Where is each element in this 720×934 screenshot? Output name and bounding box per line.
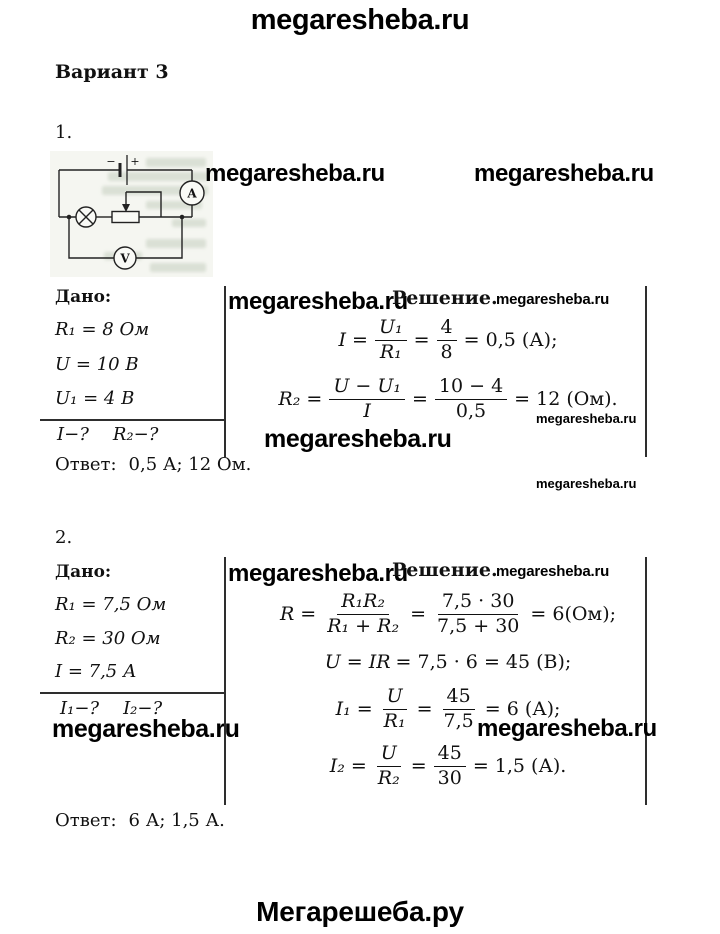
formula-part: = 6 (А); [484, 697, 561, 720]
solution-label: Решение. [392, 287, 498, 309]
numerator: 10 − 4 [435, 376, 507, 400]
formula-part: I = [338, 328, 368, 351]
solution-formula [248, 742, 648, 790]
problem2-number: 2. [55, 527, 73, 548]
fraction [374, 743, 404, 790]
formula-part: U = IR [324, 650, 391, 673]
numerator: 45 [443, 686, 475, 710]
formula-part: R₂ = [278, 387, 323, 410]
denominator: I [363, 399, 371, 422]
junction-dot [67, 215, 72, 220]
footer-watermark: Мегарешеба.ру [256, 896, 464, 927]
watermark: megaresheba.ru [52, 715, 240, 743]
denominator: 30 [437, 766, 462, 789]
answer-label: Ответ: [55, 810, 117, 831]
given-line: U = 10 В [55, 354, 139, 375]
given-separator-line [40, 419, 225, 421]
watermark: megaresheba.ru [536, 411, 637, 426]
answer-value: 6 А; 1,5 А. [128, 810, 225, 831]
fraction [440, 686, 478, 733]
formula-part: I₂ = [329, 754, 367, 777]
numerator: R₁R₂ [337, 591, 389, 615]
numerator: 45 [434, 743, 466, 767]
denominator: R₁ [379, 340, 402, 363]
watermark: megaresheba.ru [496, 563, 610, 580]
circuit-figure [50, 151, 213, 277]
solution-formula [248, 315, 648, 365]
circuit-diagram [54, 153, 209, 275]
given-label: Дано: [55, 562, 112, 582]
denominator: 7,5 + 30 [436, 614, 520, 637]
voltmeter-label: V [120, 251, 130, 266]
problem1-number: 1. [55, 122, 73, 143]
watermark: megaresheba.ru [228, 560, 408, 587]
watermark: megaresheba.ru [205, 160, 385, 187]
fraction [323, 591, 403, 638]
formula-part: I₁ = [335, 697, 373, 720]
junction-dot [180, 215, 185, 220]
column-separator-line [224, 557, 226, 805]
numerator: 7,5 · 30 [438, 591, 519, 615]
answer-row [55, 812, 225, 830]
fraction [380, 686, 410, 733]
battery-plus-label: + [130, 155, 140, 168]
find-row [57, 426, 158, 444]
numerator: U [383, 686, 407, 710]
solution-formula [248, 650, 648, 674]
formula-part: = 6(Ом); [530, 602, 617, 625]
find-item: R₂−? [112, 424, 159, 445]
wire [136, 217, 182, 258]
fraction [329, 376, 405, 423]
given-line: U₁ = 4 В [55, 388, 135, 409]
fraction [435, 376, 507, 423]
numerator: U [377, 743, 401, 767]
battery-minus-label: − [106, 155, 116, 168]
numerator: 4 [437, 317, 457, 341]
denominator: R₁ [383, 709, 406, 732]
numerator: U − U₁ [329, 376, 405, 400]
fraction [375, 317, 407, 364]
watermark: megaresheba.ru [477, 715, 657, 742]
given-separator-line [40, 692, 225, 694]
formula-part: = [410, 754, 427, 777]
answer-row [55, 456, 251, 474]
given-line: R₁ = 7,5 Ом [55, 594, 167, 615]
right-border-line [645, 286, 647, 457]
denominator: 8 [440, 340, 453, 363]
find-item: I₁−? [60, 698, 100, 719]
formula-part: = 1,5 (А). [472, 754, 567, 777]
fraction [433, 591, 523, 638]
fraction [437, 317, 457, 364]
solution-label: Решение. [392, 559, 498, 581]
fraction [434, 743, 466, 790]
watermark: megaresheba.ru [496, 291, 610, 308]
given-label: Дано: [55, 287, 112, 307]
answer-value: 0,5 А; 12 Ом. [128, 454, 252, 475]
column-separator-line [224, 286, 226, 457]
formula-part: = [413, 328, 430, 351]
solution-formula [248, 589, 648, 639]
denominator: R₂ [377, 766, 400, 789]
formula-part: = 0,5 (А); [463, 328, 558, 351]
watermark: megaresheba.ru [474, 160, 654, 187]
given-line: R₁ = 8 Ом [55, 319, 150, 340]
find-item: I₂−? [123, 698, 163, 719]
formula-part: = [416, 697, 433, 720]
formula-part: = [411, 387, 428, 410]
ammeter-label: A [187, 186, 197, 201]
watermark: megaresheba.ru [264, 425, 452, 453]
formula-part: = 12 (Ом). [514, 387, 618, 410]
denominator: R₁ + R₂ [327, 614, 400, 637]
watermark: megaresheba.ru [536, 476, 637, 491]
rheostat-icon [112, 212, 139, 223]
answer-label: Ответ: [55, 454, 117, 475]
numerator: U₁ [375, 317, 407, 341]
denominator: 7,5 [443, 709, 474, 732]
formula-part: = 7,5 · 6 = 45 (В); [395, 650, 572, 673]
watermark: megaresheba.ru [228, 288, 408, 315]
formula-part: R = [279, 602, 317, 625]
denominator: 0,5 [455, 399, 487, 422]
variant-title: Вариант 3 [55, 61, 169, 83]
given-line: R₂ = 30 Ом [55, 628, 161, 649]
formula-part: = [410, 602, 426, 625]
find-item: I−? [57, 424, 89, 445]
header-watermark: megaresheba.ru [250, 4, 470, 36]
given-line: I = 7,5 А [55, 661, 137, 682]
